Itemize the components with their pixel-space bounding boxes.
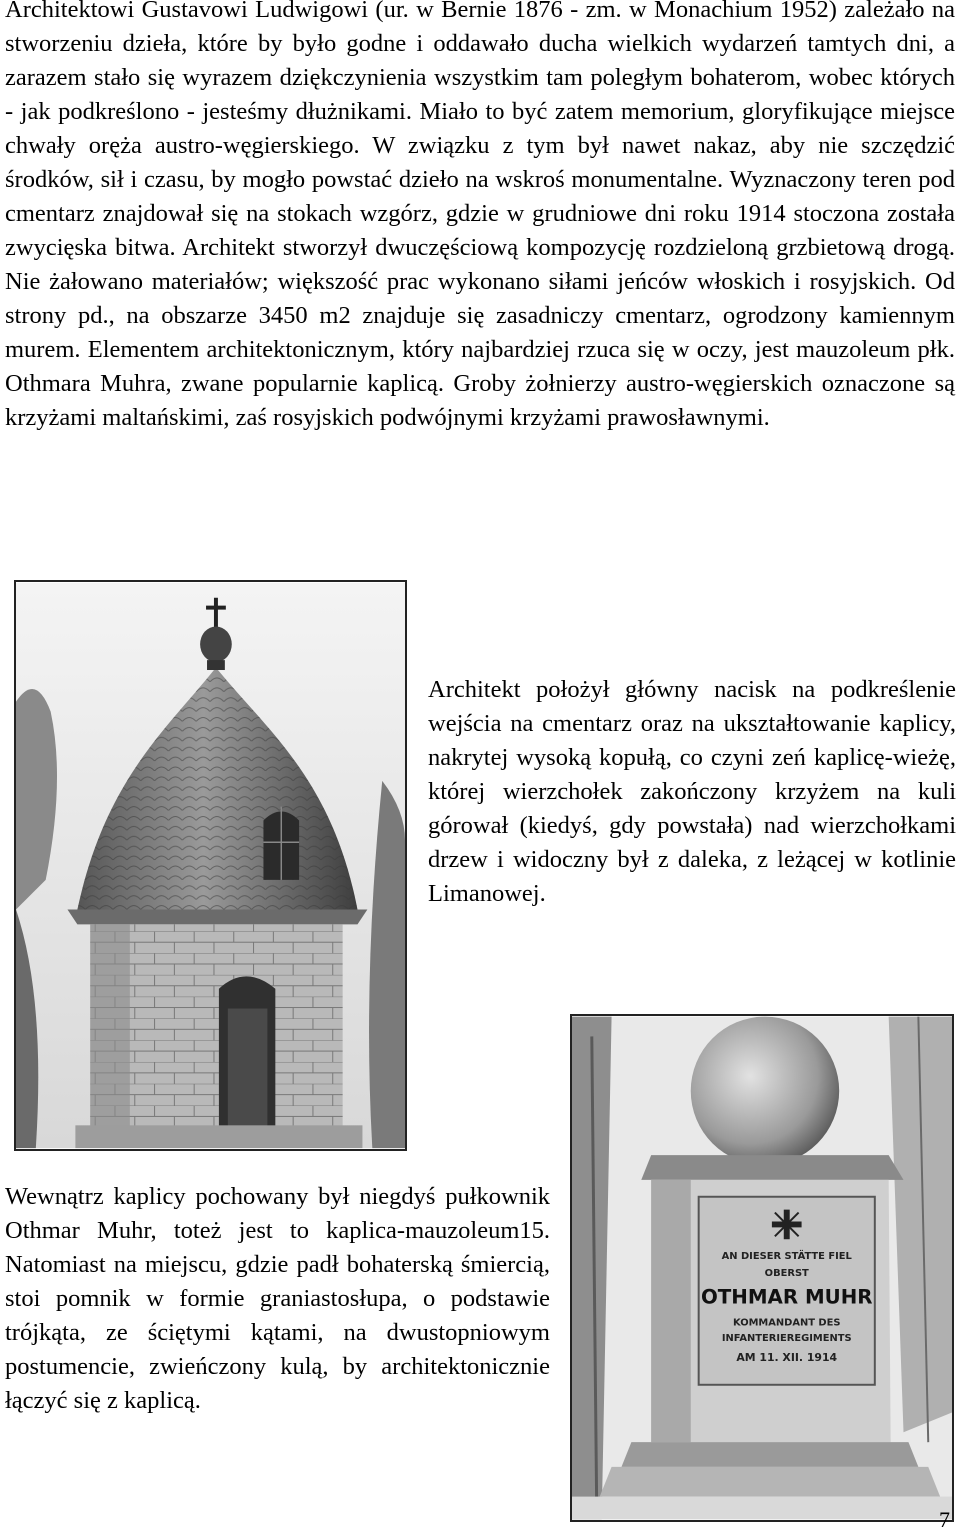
monument-photo (570, 1014, 954, 1522)
plaque-line-4: KOMMANDANT DES (732, 1317, 841, 1329)
chapel-photo (14, 580, 407, 1151)
page-number: 7 (939, 1507, 950, 1532)
plaque-line-2: OBERST (764, 1267, 809, 1279)
monument-paragraph: Wewnątrz kaplicy pochowany był niegdyś pułkownik Othmar Muhr, toteż jest to kaplica-mauzoleum15. Natomiast na miejscu, gdzie padł bohaterską śmiercią, stoi pomnik w formie graniastosłupa, o podstawie trójkąta, ze ściętymi kątami, na dwustopniowym postumencie, zwieńczony kulą, by architektonicznie łączyć się z kaplicą. (5, 1183, 550, 1414)
plaque-line-6: AM 11. XII. 1914 (736, 1351, 838, 1365)
chapel-paragraph: Architekt położył główny nacisk na podkreślenie wejścia na cmentarz oraz na ukształtowanie kaplicy, nakrytej wysoką kopułą, co czyni zeń kaplicę-wieżę, której wierzchołek zakończony krzyżem na kuli górował (kiedyś, gdy powstała) nad wierzchołkami drzew i widoczny był z daleka, z leżącej w kotlinie Limanowej. (428, 676, 956, 907)
plaque-line-1: AN DIESER STÄTTE FIEL (721, 1251, 852, 1263)
intro-paragraph: Architektowi Gustavowi Ludwigowi (ur. w Bernie 1876 - zm. w Monachium 1952) zależało na stworzeniu dzieła, które by było godne i oddawało ducha wielkich wydarzeń tamtych dni, a zarazem stało się wyrazem dziękczynienia wszystkim tam poległym bohaterom, wobec których - jak podkreślono - jesteśmy dłużnikami. Miało to być zatem memorium, gloryfikujące miejsce chwały oręża austro-węgierskiego. W związku z tym był nawet nakaz, aby nie szczędzić środków, sił i czasu, by mogło powstać dzieło na wskroś monumentalne. Wyznaczony teren pod cmentarz znajdował się na stokach wzgórz, gdzie w grudniowe dni roku 1914 stoczona została zwycięska bitwa. Architekt stworzył dwuczęściową kompozycję rozdzieloną grzbietową drogą. Nie żałowano materiałów; większość prac wykonano siłami jeńców włoskich i rosyjskich. Od strony pd., na obszarze 3450 m2 znajduje się zasadniczy cmentarz, ogrodzony kamiennym murem. Elementem architektonicznym, który najbardziej rzuca się w oczy, jest mauzoleum płk. Othmara Muhra, zwane popularnie kaplicą. Groby żołnierzy austro-węgierskich oznaczone są krzyżami maltańskimi, zaś rosyjskich podwójnymi krzyżami prawosławnymi. (5, 0, 955, 431)
plaque-line-3: OTHMAR MUHR (700, 1285, 873, 1309)
plaque-line-5: INFANTERIEREGIMENTS (721, 1333, 852, 1345)
